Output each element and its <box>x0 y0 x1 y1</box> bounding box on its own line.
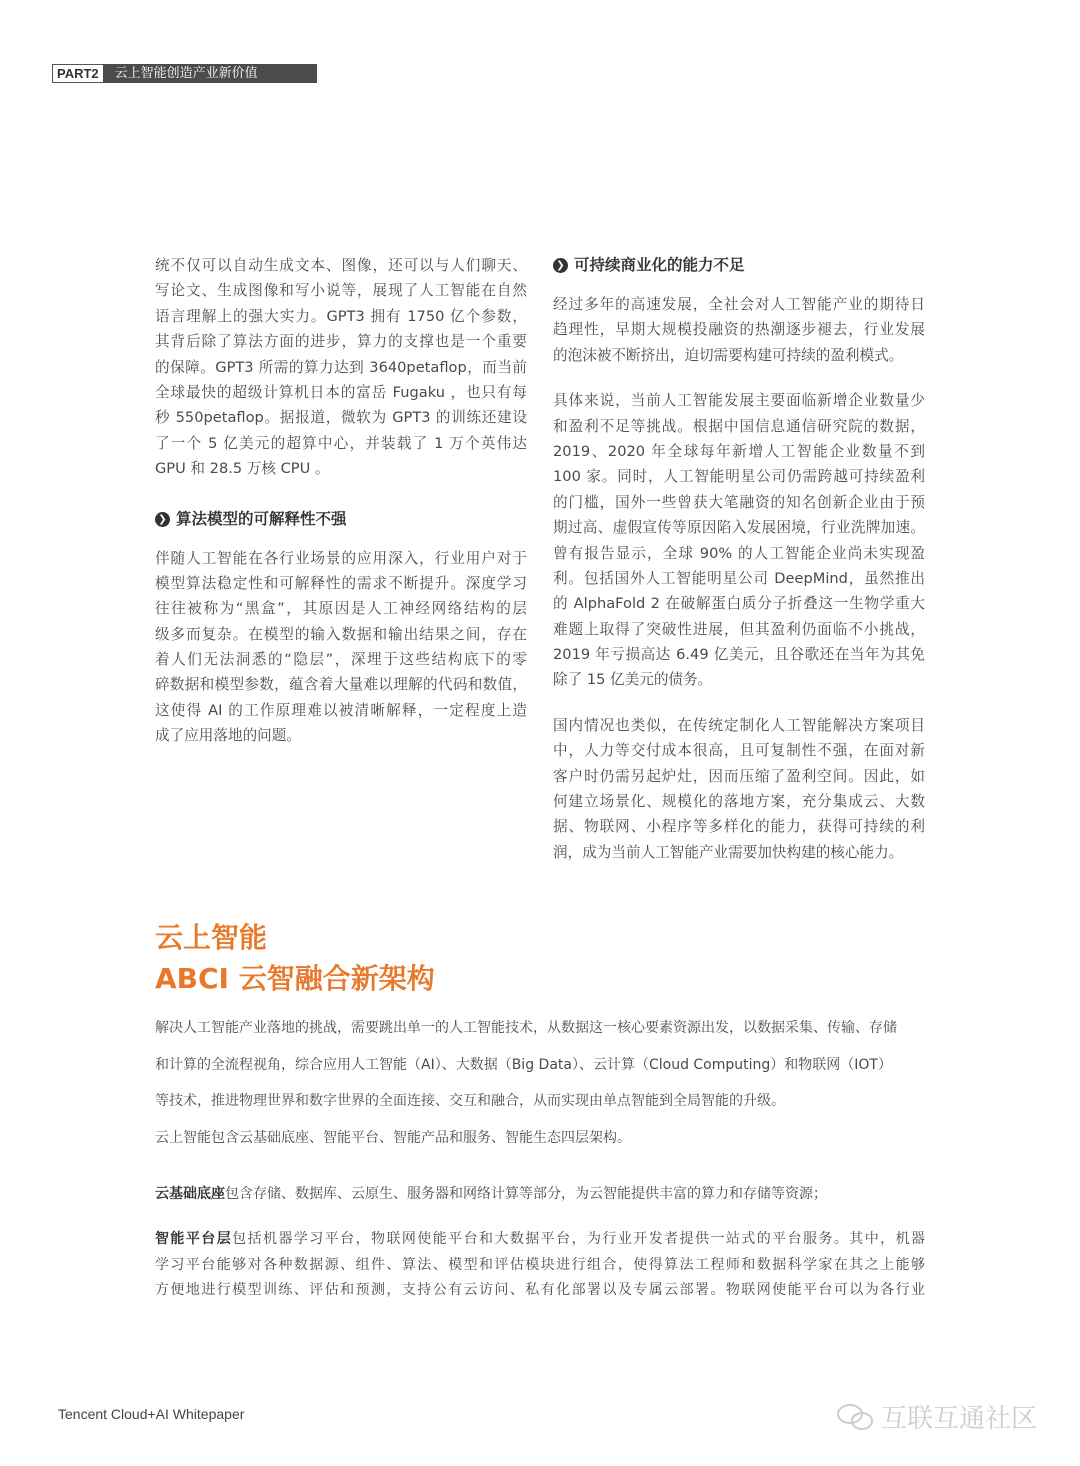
text: 包括机器学习平台，物联网使能平台和大数据平台，为行业开发者提供一站式的平台服务。其中，机器 <box>232 1231 926 1248</box>
section-title <box>155 917 435 999</box>
paragraph <box>155 253 527 482</box>
text-line: 除了 15 亿美元的债务。 <box>553 671 713 689</box>
part-label: PART2 <box>52 64 103 83</box>
keyword: 云基础底座 <box>155 1186 225 1202</box>
text-line: 的泡沫被不断挤出，迫切需要构建可持续的盈利模式。 <box>553 346 904 364</box>
section-title-line2: ABCI 云智融合新架构 <box>155 962 435 995</box>
text-line: 这使得 AI 的工作原理难以被清晰解释，一定程度上造 <box>155 701 527 719</box>
text-line: 中，人力等交付成本很高，且可复制性不强，在面对新 <box>553 742 925 760</box>
text-line: 往往被称为“黑盒”，其原因是人工神经网络结构的层 <box>155 600 527 618</box>
paragraph <box>553 292 925 368</box>
text-line: 难题上取得了突破性进展，但其盈利仍面临不小挑战， <box>553 620 925 638</box>
section-layers <box>155 1182 925 1304</box>
text-line: 客户时仍需另起炉灶，因而压缩了盈利空间。因此，如 <box>553 767 925 785</box>
text-line: 经过多年的高速发展，全社会对人工智能产业的期待日 <box>553 296 925 313</box>
wechat-icon <box>835 1402 875 1432</box>
text-line: 2019、2020 年全球每年新增人工智能企业数量不到 <box>553 442 925 460</box>
text-line: 了一个 5 亿美元的超算中心，并装载了 1 万个英伟达 <box>155 434 527 452</box>
chevron-right-icon: ❯ <box>553 258 568 273</box>
paragraph <box>553 713 925 865</box>
subheading-text: 算法模型的可解释性不强 <box>176 509 347 528</box>
subheading-text: 可持续商业化的能力不足 <box>574 256 745 274</box>
text-line: 和计算的全流程视角，综合应用人工智能（AI）、大数据（Big Data）、云计算（Cloud Computing）和物联网（IOT） <box>155 1056 892 1073</box>
text-line: 趋理性，早期大规模投融资的热潮逐步褪去，行业发展 <box>553 321 925 339</box>
text-line: 国内情况也类似，在传统定制化人工智能解决方案项目 <box>553 716 925 734</box>
paragraph <box>155 1010 925 1156</box>
text-line: 的保障。GPT3 所需的算力达到 3640petaflop，而当前 <box>155 358 527 376</box>
text-line: 解决人工智能产业落地的挑战，需要跳出单一的人工智能技术，从数据这一核心要素资源出发，以数据采集、传输、存储 <box>155 1020 897 1036</box>
text-line: 等技术，推进物理世界和数字世界的全面连接、交互和融合，从而实现由单点智能到全局智能的升级。 <box>155 1093 785 1110</box>
text-line: 利。包括国外人工智能明星公司 DeepMind，虽然推出 <box>553 569 925 587</box>
section-label: 云上智能创造产业新价值 <box>103 64 317 83</box>
text-line: 语言理解上的强大实力。GPT3 拥有 1750 亿个参数， <box>155 307 527 325</box>
paragraph <box>155 546 527 749</box>
page-header <box>52 64 317 83</box>
footer-title: Tencent Cloud+AI Whitepaper <box>58 1406 245 1422</box>
keyword: 智能平台层 <box>155 1231 233 1248</box>
text-line: 的门槛，国外一些曾获大笔融资的知名创新企业由于预 <box>553 493 925 511</box>
text-line: 伴随人工智能在各行业场景的应用深入，行业用户对于 <box>155 549 527 567</box>
paragraph <box>553 388 925 693</box>
text-line: 方便地进行模型训练、评估和预测，支持公有云访问、私有化部署以及专属云部署。物联网使能平台可以为各行业 <box>155 1282 925 1299</box>
text-line: 模型算法稳定性和可解释性的需求不断提升。深度学习 <box>155 574 527 592</box>
text-line: 云上智能包含云基础底座、智能平台、智能产品和服务、智能生态四层架构。 <box>155 1129 631 1146</box>
section-intro <box>155 1010 925 1156</box>
text-line: 何建立场景化、规模化的落地方案，充分集成云、大数 <box>553 793 925 811</box>
text-line: 写论文、生成图像和写小说等，展现了人工智能在自然 <box>155 282 527 300</box>
watermark <box>835 1398 1037 1435</box>
text-line: 统不仅可以自动生成文本、图像，还可以与人们聊天、 <box>155 257 527 274</box>
text-line: 100 家。同时，人工智能明星公司仍需跨越可持续盈利 <box>553 468 925 486</box>
section-title-line1: 云上智能 <box>155 921 268 954</box>
text-line: 的 AlphaFold 2 在破解蛋白质分子折叠这一生物学重大 <box>553 595 925 613</box>
text-line: 和盈利不足等挑战。根据中国信息通信研究院的数据， <box>553 417 925 435</box>
text: 包含存储、数据库、云原生、服务器和网络计算等部分，为云智能提供丰富的算力和存储等资源； <box>225 1186 827 1202</box>
text-line: 期过高、虚假宣传等原因陷入发展困境，行业洗牌加速。 <box>553 519 925 537</box>
text-line: 润，成为当前人工智能产业需要加快构建的核心能力。 <box>553 843 904 861</box>
subheading <box>155 507 527 532</box>
watermark-text: 互联互通社区 <box>881 1404 1038 1434</box>
text-line: 秒 550petaflop。据报道，微软为 GPT3 的训练还建设 <box>155 409 527 427</box>
infra-line <box>155 1182 925 1207</box>
subheading <box>553 253 925 278</box>
text-line: 级多而复杂。在模型的输入数据和输出结果之间，存在 <box>155 625 527 643</box>
text-line: 着人们无法洞悉的“隐层”，深埋于这些结构底下的零 <box>155 651 527 669</box>
text-line: 全球最快的超级计算机日本的富岳 Fugaku ，也只有每 <box>155 383 527 401</box>
left-column <box>155 253 527 749</box>
text-line: 学习平台能够对各种数据源、组件、算法、模型和评估模块进行组合，使得算法工程师和数据科学家在其之上能够 <box>155 1256 925 1273</box>
right-column <box>553 253 925 865</box>
text-line: 其背后除了算法方面的进步，算力的支撑也是一个重要 <box>155 333 527 351</box>
platform-line <box>155 1227 925 1252</box>
text-line: 2019 年亏损高达 6.49 亿美元，且谷歌还在当年为其免 <box>553 646 925 664</box>
text-line: GPU 和 28.5 万核 CPU 。 <box>155 460 330 478</box>
chevron-right-icon: ❯ <box>155 512 170 527</box>
paragraph <box>155 1253 925 1304</box>
text-line: 碎数据和模型参数，蕴含着大量难以理解的代码和数值， <box>155 676 527 694</box>
text-line: 成了应用落地的问题。 <box>155 727 301 745</box>
text-line: 据、物联网、小程序等多样化的能力，获得可持续的利 <box>553 818 925 836</box>
text-line: 曾有报告显示，全球 90% 的人工智能企业尚未实现盈 <box>553 544 925 562</box>
text-line: 具体来说，当前人工智能发展主要面临新增企业数量少 <box>553 392 925 410</box>
